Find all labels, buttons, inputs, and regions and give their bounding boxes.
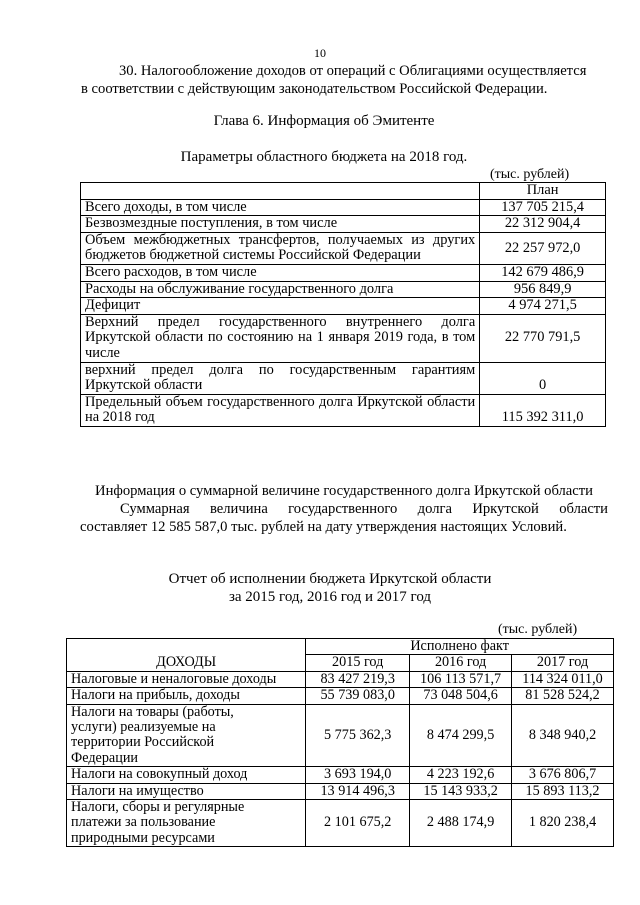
table-row <box>81 232 606 264</box>
executed-fact-header: Исполнено факт <box>306 639 614 655</box>
year-header: 2015 год <box>306 655 410 671</box>
row-label: Всего расходов, в том числе <box>81 264 480 281</box>
year-header: 2017 год <box>512 655 614 671</box>
execution-report-unit: (тыс. рублей) <box>498 622 578 637</box>
table-row <box>67 671 614 687</box>
value-cell: 2 488 174,9 <box>410 800 512 847</box>
table-row <box>81 281 606 298</box>
table-row <box>67 800 614 847</box>
debt-info-line-1: Суммарная величина государственного долга Иркутской области <box>120 501 608 517</box>
row-label: Всего доходы, в том числе <box>81 199 480 216</box>
table-row <box>81 362 606 394</box>
row-label: Налоги на совокупный доход <box>67 767 306 783</box>
row-value: 137 705 215,4 <box>480 199 606 216</box>
section-30-line-1: 30. Налогообложение доходов от операций с Облигациями осуществляется <box>119 63 587 79</box>
value-cell: 73 048 504,6 <box>410 688 512 704</box>
row-value: 4 974 271,5 <box>480 298 606 315</box>
row-label: Расходы на обслуживание государственного долга <box>81 281 480 298</box>
table-row <box>81 216 606 233</box>
row-label: Налоговые и неналоговые доходы <box>67 671 306 687</box>
row-label: верхний предел долга по государственным гарантиям Иркутской области <box>81 362 480 394</box>
row-label: Налоги на товары (работы, услуги) реализуемые на территории Российской Федерации <box>67 704 306 767</box>
header-empty-cell <box>67 639 306 655</box>
table-row <box>67 767 614 783</box>
row-value: 22 257 972,0 <box>480 232 606 264</box>
budget-params-table <box>80 182 606 427</box>
table-row <box>67 688 614 704</box>
row-value: 115 392 311,0 <box>480 394 606 426</box>
value-cell: 3 676 806,7 <box>512 767 614 783</box>
value-cell: 3 693 194,0 <box>306 767 410 783</box>
value-cell: 1 820 238,4 <box>512 800 614 847</box>
table-row <box>81 314 606 362</box>
section-30-line-2: в соответствии с действующим законодательством Российской Федерации. <box>81 81 548 97</box>
debt-info-block <box>80 482 608 536</box>
table-row <box>81 394 606 426</box>
budget-params-title: Параметры областного бюджета на 2018 год. <box>180 149 468 165</box>
value-cell: 106 113 571,7 <box>410 671 512 687</box>
value-cell: 83 427 219,3 <box>306 671 410 687</box>
table-row <box>81 199 606 216</box>
value-cell: 5 775 362,3 <box>306 704 410 767</box>
row-label: Предельный объем государственного долга Иркутской области на 2018 год <box>81 394 480 426</box>
header-empty-cell <box>81 183 480 200</box>
row-value: 142 679 486,9 <box>480 264 606 281</box>
debt-info-heading: Информация о суммарной величине государственного долга Иркутской области <box>95 483 593 499</box>
value-cell: 8 474 299,5 <box>410 704 512 767</box>
table-header-row <box>67 655 614 671</box>
value-cell: 55 739 083,0 <box>306 688 410 704</box>
row-label: Налоги, сборы и регулярные платежи за пользование природными ресурсами <box>67 800 306 847</box>
row-value: 0 <box>480 362 606 394</box>
table-header-row <box>81 183 606 200</box>
row-label: Налоги на имущество <box>67 783 306 799</box>
execution-report-title-line-2: за 2015 год, 2016 год и 2017 год <box>228 589 432 605</box>
execution-report-title <box>0 570 640 606</box>
value-cell: 114 324 011,0 <box>512 671 614 687</box>
row-label: Верхний предел государственного внутреннего долга Иркутской области по состоянию на 1 января 2019 года, в том числе <box>81 314 480 362</box>
row-label: Безвозмездные поступления, в том числе <box>81 216 480 233</box>
table-header-row <box>67 639 614 655</box>
value-cell: 15 143 933,2 <box>410 783 512 799</box>
chapter-title: Глава 6. Информация об Эмитенте <box>213 113 435 129</box>
table-row <box>67 704 614 767</box>
debt-info-line-2: составляет 12 585 587,0 тыс. рублей на дату утверждения настоящих Условий. <box>80 519 567 535</box>
execution-report-title-line-1: Отчет об исполнении бюджета Иркутской области <box>168 571 492 587</box>
row-value: 956 849,9 <box>480 281 606 298</box>
budget-params-unit: (тыс. рублей) <box>490 167 570 182</box>
section-30-paragraph <box>81 62 609 98</box>
row-label: Дефицит <box>81 298 480 315</box>
row-value: 22 770 791,5 <box>480 314 606 362</box>
value-cell: 2 101 675,2 <box>306 800 410 847</box>
row-label: Налоги на прибыль, доходы <box>67 688 306 704</box>
table-row <box>81 264 606 281</box>
page-number: 10 <box>314 46 326 60</box>
table-row <box>81 298 606 315</box>
value-cell: 81 528 524,2 <box>512 688 614 704</box>
year-header: 2016 год <box>410 655 512 671</box>
income-header: ДОХОДЫ <box>67 655 306 671</box>
row-label: Объем межбюджетных трансфертов, получаемых из других бюджетов бюджетной системы Российской Федерации <box>81 232 480 264</box>
plan-header: План <box>480 183 606 200</box>
value-cell: 15 893 113,2 <box>512 783 614 799</box>
row-value: 22 312 904,4 <box>480 216 606 233</box>
value-cell: 8 348 940,2 <box>512 704 614 767</box>
value-cell: 13 914 496,3 <box>306 783 410 799</box>
table-row <box>67 783 614 799</box>
value-cell: 4 223 192,6 <box>410 767 512 783</box>
execution-report-table <box>66 638 614 847</box>
